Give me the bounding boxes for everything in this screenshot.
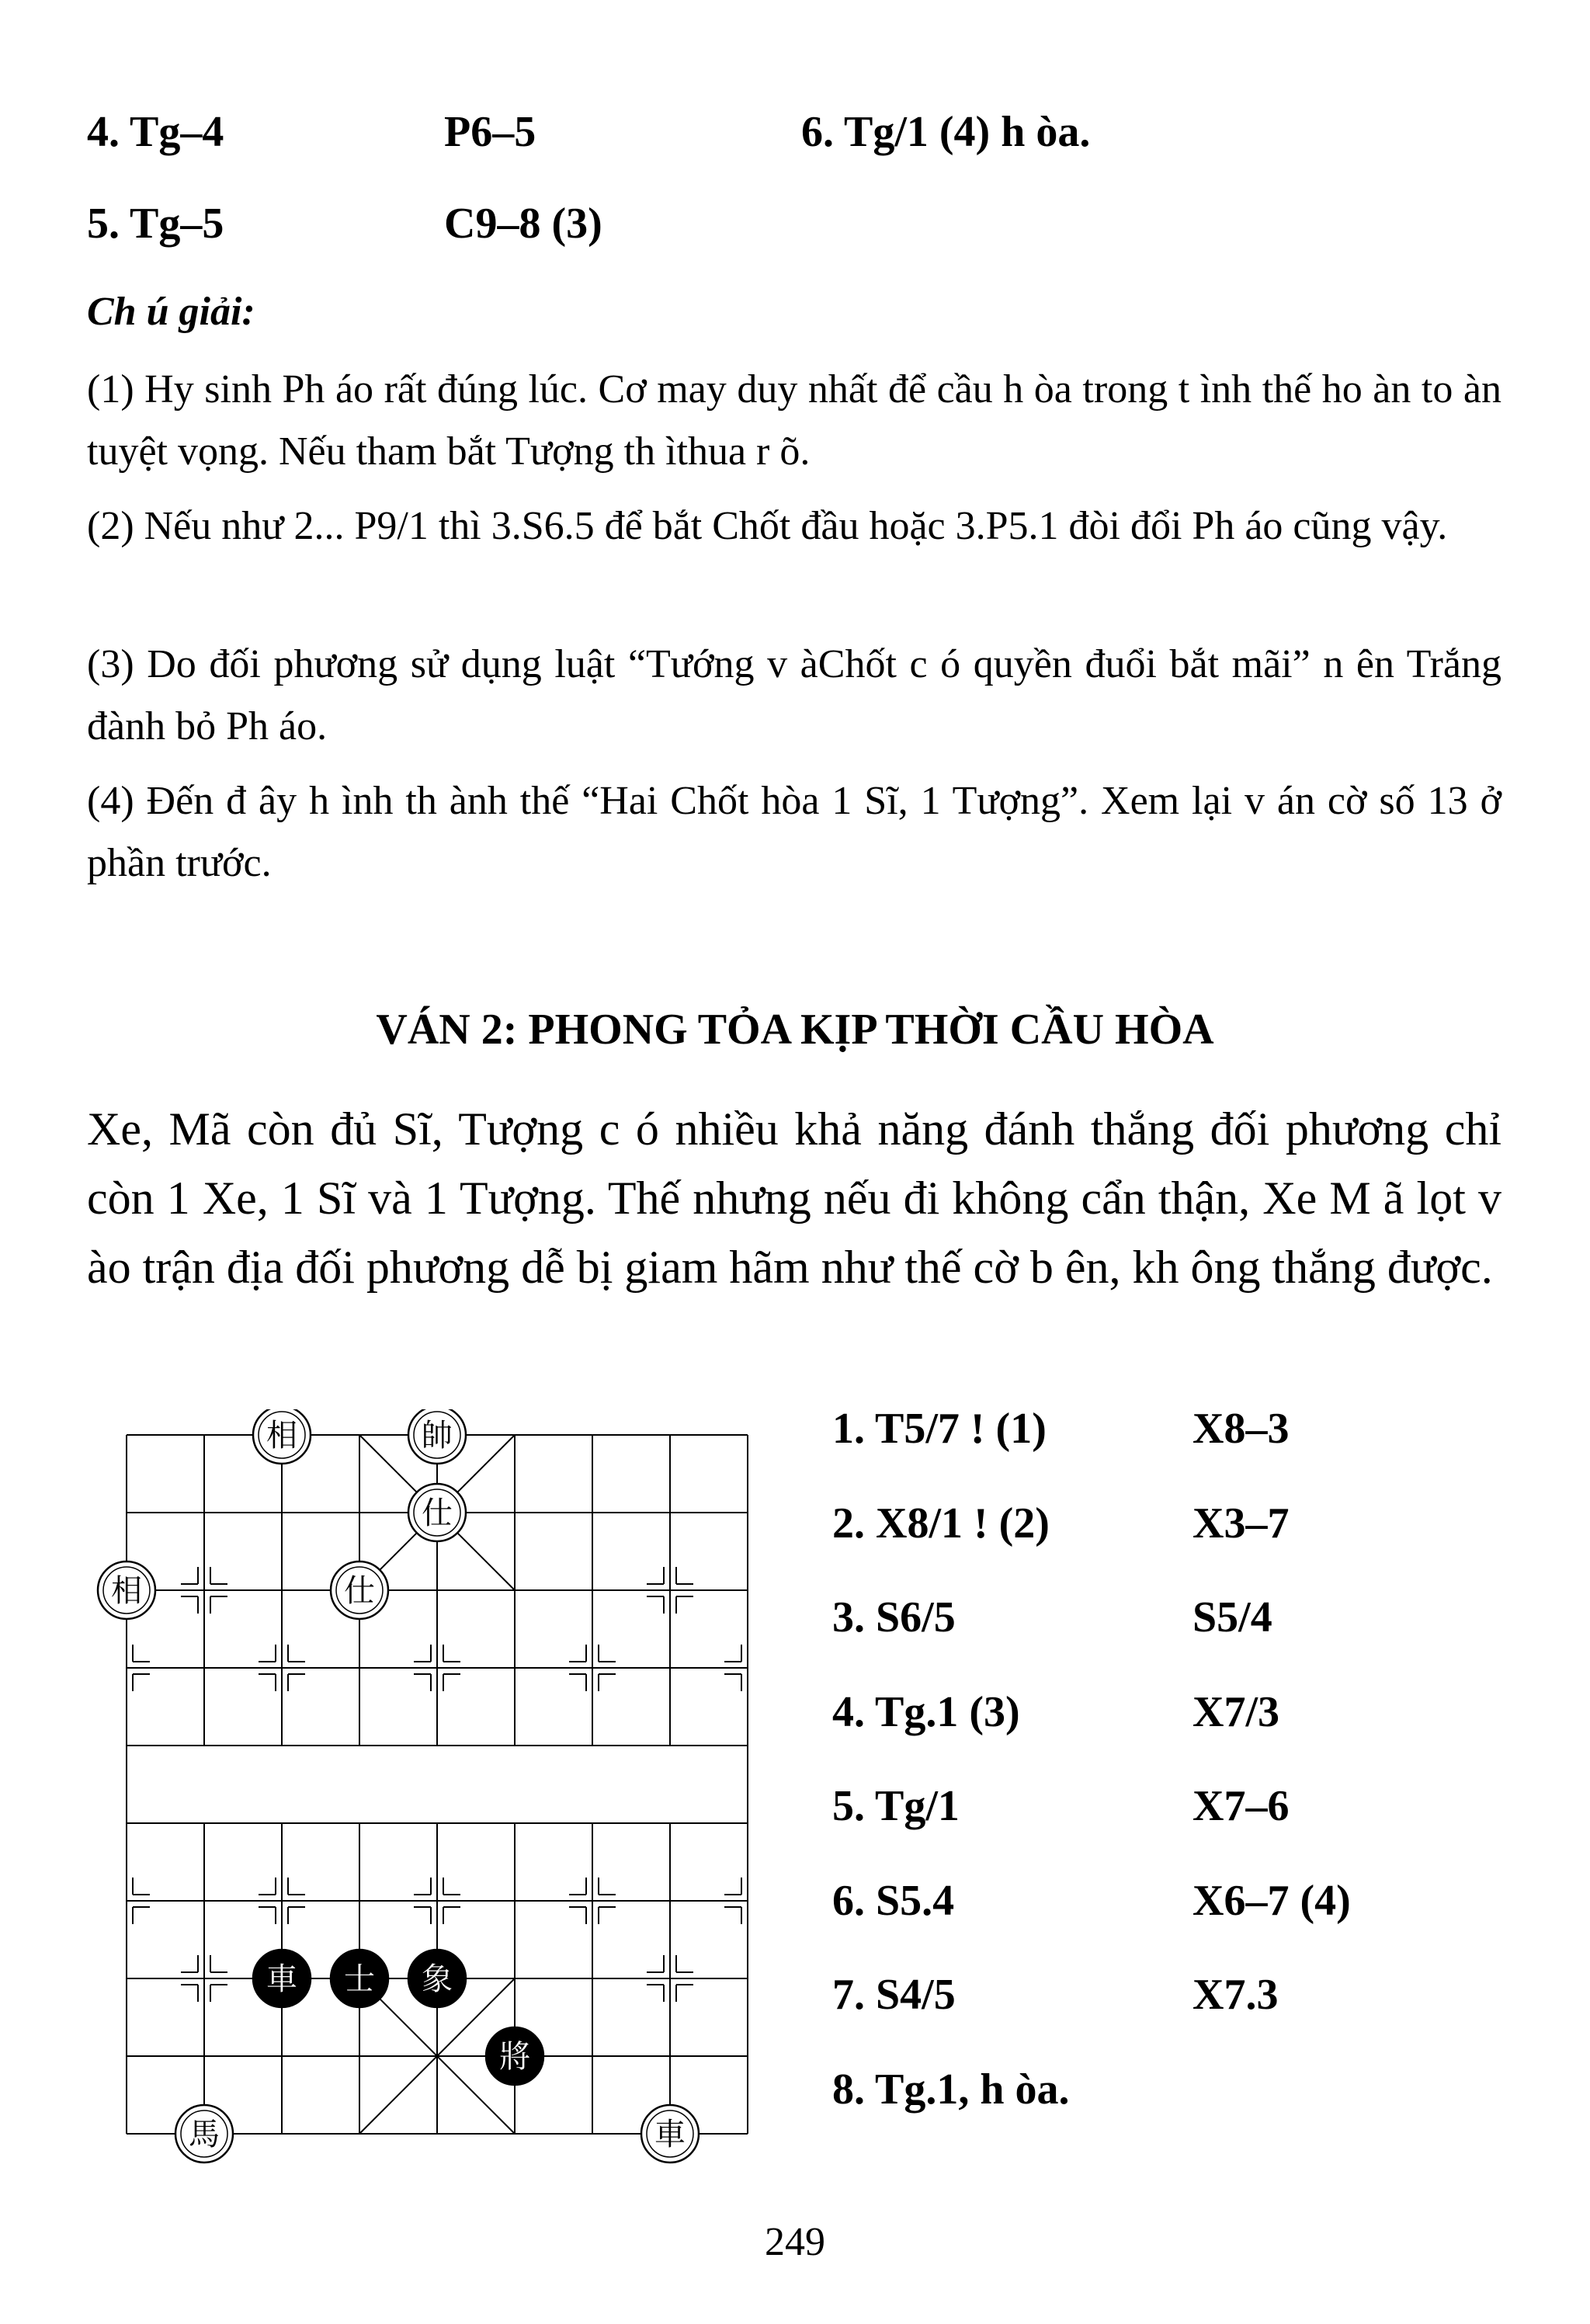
move-white-2: 2. X8/1 ! (2): [832, 1499, 1050, 1548]
black-elephant-piece: [408, 1950, 466, 2007]
note-3: (3) Do đối phương sử dụng luật “Tướng v àChốt c ó quyền đuổi bắt mãi” n ên Trắng đành bỏ Ph áo.: [87, 642, 1501, 749]
piece-label: 車: [654, 2117, 686, 2152]
piece-label: 仕: [344, 1573, 375, 1609]
piece-label: 仕: [422, 1495, 453, 1531]
xiangqi-board: [82, 1409, 796, 2248]
piece-label: 馬: [189, 2117, 220, 2152]
note-4: (4) Đến đ ây h ình th ành thế “Hai Chốt hòa 1 Sĩ, 1 Tượng”. Xem lại v án cờ số 13 ở phần trước.: [87, 779, 1501, 885]
note-1: (1) Hy sinh Ph áo rất đúng lúc. Cơ may duy nhất để cầu h òa trong t ình thế ho àn to àn tuyệt vọng. Nếu tham bắt Tượng th ìthua r õ.: [87, 367, 1501, 474]
move-white-1: 1. T5/7 ! (1): [832, 1405, 1047, 1453]
intro-paragraph: Xe, Mã còn đủ Sĩ, Tượng c ó nhiều khả năng đánh thắng đối phương chỉ còn 1 Xe, 1 Sĩ và 1 Tượng. Thế nhưng nếu đi không cẩn thận, Xe M ã lọt v ào trận địa đối phương dễ bị giam hãm như thế cờ b ên, kh ông thắng được.: [87, 1103, 1501, 1293]
black-advisor-piece: [331, 1950, 388, 2007]
move-black-5: X7–6: [1192, 1782, 1290, 1830]
note-2: (2) Nếu như 2... P9/1 thì 3.S6.5 để bắt Chốt đầu hoặc 3.P5.1 đòi đổi Ph áo cũng vậy.: [87, 504, 1448, 548]
piece-label: 士: [344, 1961, 375, 1997]
section-title: VÁN 2: PHONG TỎA KỊP THỜI CẦU HÒA: [376, 1006, 1214, 1054]
move-black-6: X6–7 (4): [1192, 1876, 1351, 1925]
red-horse-piece: [175, 2105, 233, 2162]
move-white-8: 8. Tg.1, h òa.: [832, 2065, 1070, 2114]
move-black-2: X3–7: [1192, 1499, 1290, 1548]
move-black-1: X8–3: [1192, 1405, 1290, 1453]
piece-label: 車: [266, 1961, 297, 1997]
piece-label: 相: [111, 1573, 142, 1609]
move-5-white: 5. Tg–5: [87, 200, 224, 248]
red-advisor-piece: [331, 1561, 388, 1619]
move-black-4: X7/3: [1192, 1687, 1279, 1736]
red-general-piece: [408, 1409, 466, 1464]
move-black-7: X7.3: [1192, 1971, 1279, 2019]
move-6-white: 6. Tg/1 (4) h òa.: [801, 108, 1091, 156]
move-4-white: 4. Tg–4: [87, 108, 224, 156]
move-black-3: S5/4: [1192, 1593, 1272, 1641]
red-elephant-piece: [253, 1409, 311, 1464]
piece-label: 將: [499, 2039, 530, 2075]
red-chariot-piece: [641, 2105, 699, 2162]
move-white-7: 7. S4/5: [832, 1971, 956, 2019]
piece-label: 相: [266, 1418, 297, 1454]
black-chariot-piece: [253, 1950, 311, 2007]
piece-label: 象: [422, 1961, 453, 1997]
move-white-3: 3. S6/5: [832, 1593, 956, 1641]
move-white-6: 6. S5.4: [832, 1876, 955, 1925]
move-white-5: 5. Tg/1: [832, 1782, 960, 1830]
piece-label: 帥: [422, 1418, 453, 1454]
move-4-black: P6–5: [444, 108, 536, 156]
notes-heading: Ch ú giải:: [87, 290, 255, 334]
move-5-black: C9–8 (3): [444, 200, 602, 248]
page-number: 249: [765, 2220, 825, 2264]
move-white-4: 4. Tg.1 (3): [832, 1687, 1020, 1736]
red-elephant-piece: [98, 1561, 155, 1619]
red-advisor-piece: [408, 1484, 466, 1541]
black-general-piece: [486, 2027, 543, 2085]
